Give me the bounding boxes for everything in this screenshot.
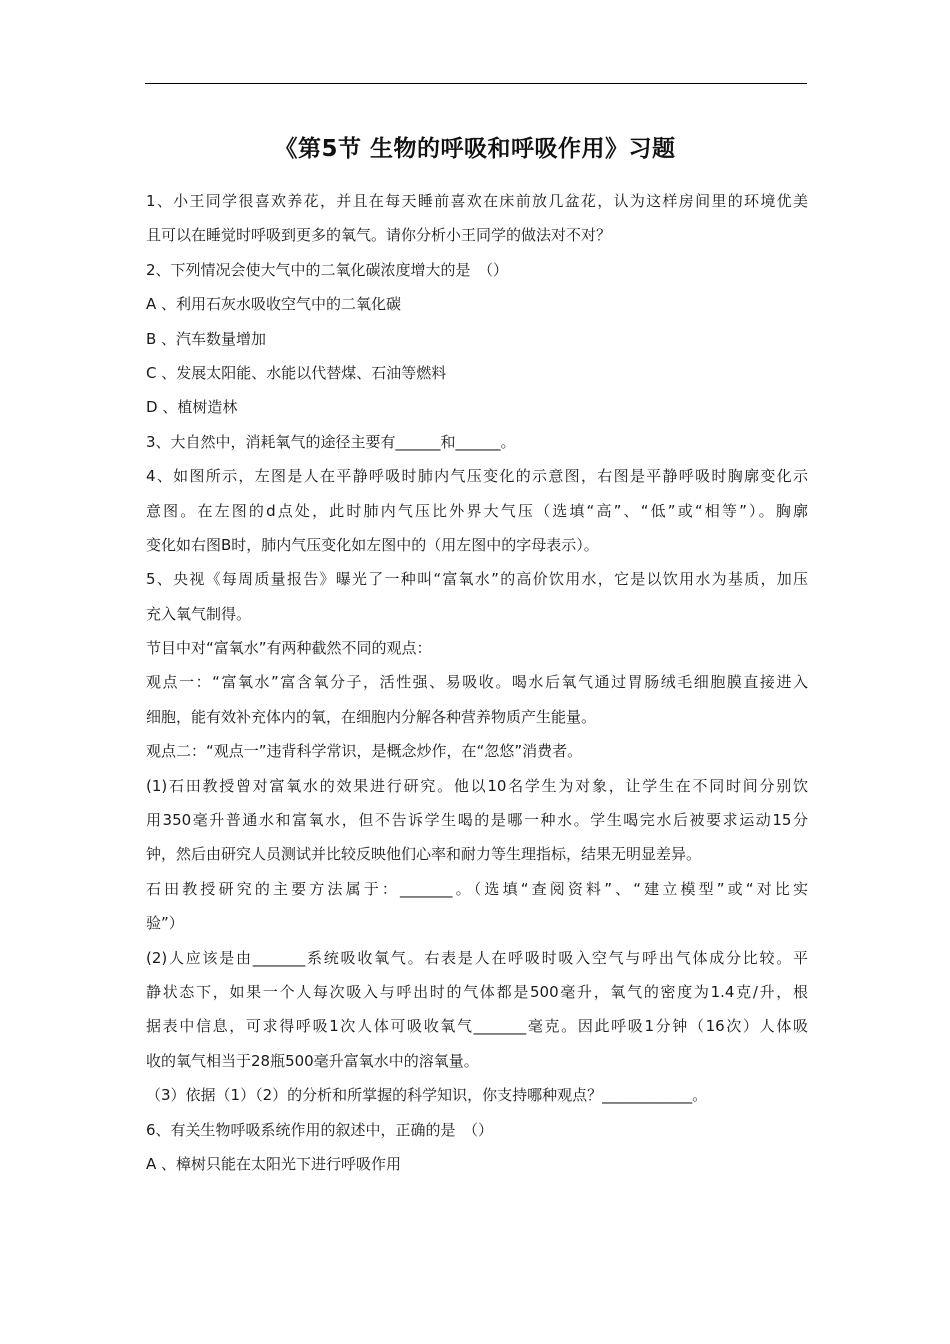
text-line: A 、利用石灰水吸收空气中的二氧化碳 bbox=[146, 295, 402, 314]
question-body bbox=[146, 184, 808, 1181]
text-line: 用350毫升普通水和富氧水，但不告诉学生喝的是哪一种水。学生喝完水后被要求运动15分 bbox=[146, 811, 808, 830]
text-line: 1、小王同学很喜欢养花，并且在每天睡前喜欢在床前放几盆花，认为这样房间里的环境优美 bbox=[146, 192, 808, 210]
text-line: 5、央视《每周质量报告》曝光了一种叫“富氧水”的高价饮用水，它是以饮用水为基质，加压 bbox=[146, 570, 808, 589]
text-line: D 、植树造林 bbox=[146, 398, 238, 417]
text-line: （3）依据（1）（2）的分析和所掌握的科学知识，你支持哪种观点？____________。 bbox=[146, 1086, 708, 1105]
text-line: (1)石田教授曾对富氧水的效果进行研究。他以10名学生为对象，让学生在不同时间分别饮 bbox=[146, 776, 808, 795]
text-line: A 、樟树只能在太阳光下进行呼吸作用 bbox=[146, 1154, 402, 1173]
text-line: 3、大自然中，消耗氧气的途径主要有______和______。 bbox=[146, 432, 516, 451]
text-line: C 、发展太阳能、水能以代替煤、石油等燃料 bbox=[146, 363, 447, 382]
text-line: 意图。在左图的d点处，此时肺内气压比外界大气压（选填“高”、“低”或“相等”）。胸廓 bbox=[146, 501, 808, 520]
text-line: 收的氧气相当于28瓶500毫升富氧水中的溶氧量。 bbox=[146, 1051, 479, 1070]
text-line: 石田教授研究的主要方法属于：_______。（选填“查阅资料”、“建立模型”或“对比实 bbox=[146, 879, 808, 898]
text-line: 4、如图所示，左图是人在平静呼吸时肺内气压变化的示意图，右图是平静呼吸时胸廓变化示 bbox=[146, 467, 808, 486]
text-line: 节目中对“富氧水”有两种截然不同的观点： bbox=[146, 639, 432, 658]
text-line: 验”） bbox=[146, 914, 184, 933]
text-line: 钟，然后由研究人员测试并比较反映他们心率和耐力等生理指标，结果无明显差异。 bbox=[146, 845, 702, 864]
text-line: 充入氧气制得。 bbox=[146, 604, 252, 623]
text-line: 2、下列情况会使大气中的二氧化碳浓度增大的是 （） bbox=[146, 260, 509, 279]
text-line: 观点一：“富氧水”富含氧分子，活性强、易吸收。喝水后氧气通过胃肠绒毛细胞膜直接进入 bbox=[146, 673, 808, 692]
text-line: 观点二：“观点一”违背科学常识，是概念炒作，在“忽悠”消费者。 bbox=[146, 742, 583, 761]
text-line: 据表中信息，可求得呼吸1次人体可吸收氧气_______毫克。因此呼吸1分钟（16次）人体吸 bbox=[146, 1017, 808, 1036]
text-line: (2)人应该是由_______系统吸收氧气。右表是人在呼吸时吸入空气与呼出气体成分比较。平 bbox=[146, 948, 808, 967]
page-title: 《第5节 生物的呼吸和呼吸作用》习题 bbox=[274, 136, 676, 162]
text-line: 6、有关生物呼吸系统作用的叙述中，正确的是 （） bbox=[146, 1120, 494, 1139]
text-line: B 、汽车数量增加 bbox=[146, 329, 267, 348]
text-line: 且可以在睡觉时呼吸到更多的氧气。请你分析小王同学的做法对不对？ bbox=[146, 226, 612, 245]
text-line: 细胞，能有效补充体内的氧，在细胞内分解各种营养物质产生能量。 bbox=[146, 707, 597, 726]
text-line: 变化如右图B时，肺内气压变化如左图中的（用左图中的字母表示）。 bbox=[146, 535, 599, 554]
header-rule bbox=[145, 83, 807, 84]
text-line: 静状态下，如果一个人每次吸入与呼出时的气体都是500毫升，氧气的密度为1.4克/升，根 bbox=[146, 982, 808, 1001]
